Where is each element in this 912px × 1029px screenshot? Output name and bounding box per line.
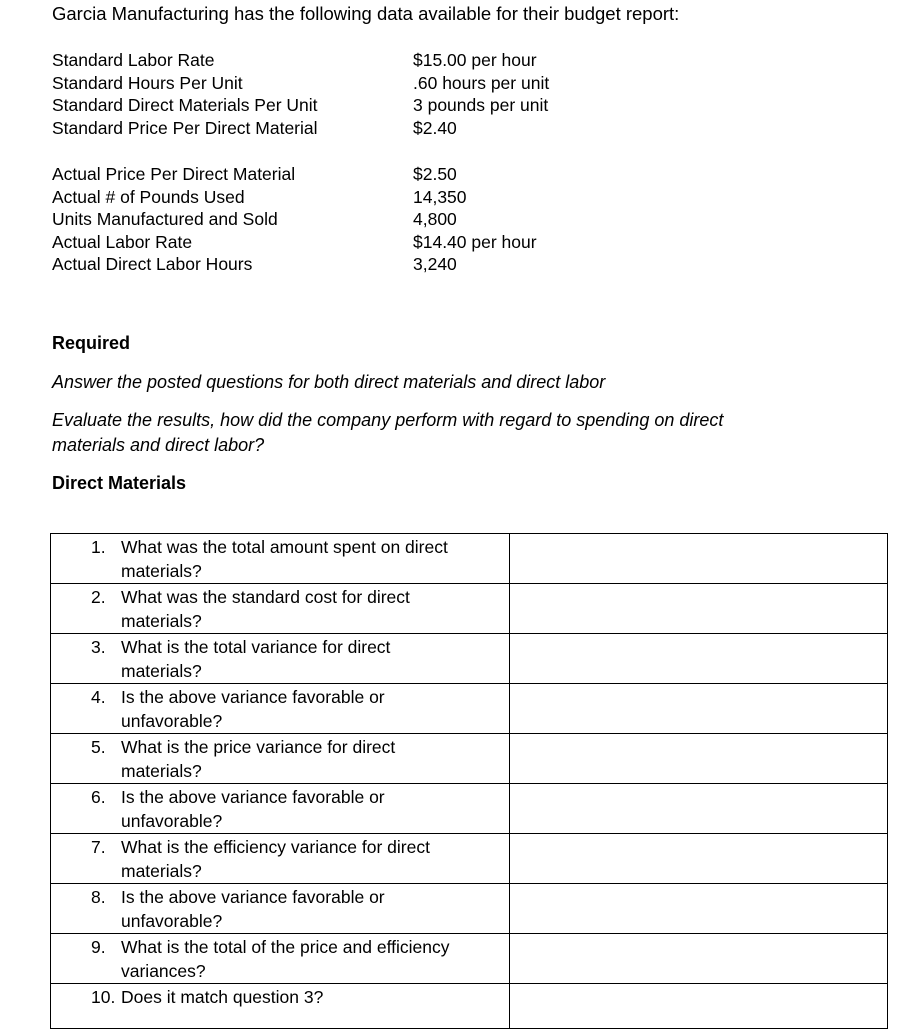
question-text-line: materials? — [121, 760, 202, 781]
question-cell — [51, 534, 510, 584]
question-cell — [51, 984, 510, 1029]
question-cell — [51, 634, 510, 684]
standard-label: Standard Labor Rate — [52, 50, 215, 70]
question-text-line: materials? — [121, 860, 202, 881]
question-item — [51, 884, 509, 933]
questions-table — [50, 533, 888, 1029]
standard-label: Standard Direct Materials Per Unit — [52, 95, 318, 116]
question-row — [51, 984, 888, 1029]
question-text-line: materials? — [121, 560, 202, 581]
instruction-evaluate — [52, 408, 723, 457]
question-cell — [51, 834, 510, 884]
question-number: 1. — [91, 537, 106, 557]
question-text-line: unfavorable? — [121, 710, 223, 731]
actual-value: 14,350 — [413, 186, 467, 207]
actual-label: Actual Direct Labor Hours — [52, 254, 253, 275]
instruction-answer-questions: Answer the posted questions for both direct materials and direct labor — [52, 372, 606, 392]
actuals-labels — [52, 163, 295, 276]
intro-text: Garcia Manufacturing has the following data available for their budget report: — [52, 3, 680, 24]
question-text-line: unfavorable? — [121, 810, 223, 831]
question-text-line: materials? — [121, 660, 202, 681]
question-item — [51, 634, 509, 683]
actuals-values — [413, 163, 537, 276]
question-number: 8. — [91, 887, 106, 907]
question-text-line: What was the total amount spent on direct — [121, 537, 448, 557]
question-text — [121, 886, 509, 933]
question-cell — [51, 884, 510, 934]
question-row — [51, 684, 888, 734]
answer-cell[interactable] — [509, 634, 887, 684]
question-text — [121, 786, 509, 833]
actual-label: Actual Labor Rate — [52, 231, 193, 252]
question-item — [51, 534, 509, 583]
question-number: 9. — [91, 937, 106, 957]
question-number: 3. — [91, 637, 106, 657]
question-row — [51, 584, 888, 634]
question-text — [121, 836, 509, 883]
question-item — [51, 584, 509, 633]
actual-label: Actual Price Per Direct Material — [52, 164, 296, 184]
instruction-evaluate-line: materials and direct labor? — [52, 434, 265, 455]
question-row — [51, 884, 888, 934]
question-row — [51, 784, 888, 834]
question-number: 5. — [91, 737, 106, 757]
question-item — [51, 734, 509, 783]
question-text-line: Is the above variance favorable or — [121, 787, 385, 807]
question-text-line: unfavorable? — [121, 910, 223, 931]
answer-cell[interactable] — [509, 884, 887, 934]
question-number: 2. — [91, 587, 106, 607]
answer-cell[interactable] — [509, 784, 887, 834]
required-heading: Required — [52, 333, 131, 353]
standard-value: 3 pounds per unit — [413, 95, 549, 116]
standard-label: Standard Hours Per Unit — [52, 72, 243, 93]
question-row — [51, 834, 888, 884]
actual-value: 3,240 — [413, 254, 457, 275]
standard-label: Standard Price Per Direct Material — [52, 117, 318, 138]
question-item — [51, 784, 509, 833]
question-text — [121, 736, 509, 783]
answer-cell[interactable] — [509, 684, 887, 734]
question-row — [51, 934, 888, 984]
question-cell — [51, 734, 510, 784]
question-text — [121, 936, 509, 983]
question-text-line: What is the total variance for direct — [121, 637, 391, 657]
standards-values — [413, 49, 549, 139]
actual-value: $14.40 per hour — [413, 231, 537, 252]
question-text — [121, 536, 509, 583]
question-row — [51, 634, 888, 684]
question-number: 10. — [91, 987, 116, 1007]
question-number: 7. — [91, 837, 106, 857]
question-item — [51, 934, 509, 983]
question-text — [121, 686, 509, 733]
question-item — [51, 834, 509, 883]
question-cell — [51, 684, 510, 734]
answer-cell[interactable] — [509, 984, 887, 1029]
standards-labels — [52, 49, 318, 139]
answer-cell[interactable] — [509, 584, 887, 634]
standard-value: $2.40 — [413, 117, 457, 138]
question-row — [51, 534, 888, 584]
question-text-line: What is the efficiency variance for direct — [121, 837, 430, 857]
answer-cell[interactable] — [509, 834, 887, 884]
actual-label: Actual # of Pounds Used — [52, 186, 245, 207]
question-text — [121, 636, 509, 683]
question-text — [121, 986, 509, 1010]
question-cell — [51, 934, 510, 984]
question-text-line: Is the above variance favorable or — [121, 887, 385, 907]
question-text — [121, 586, 509, 633]
actual-value: $2.50 — [413, 164, 457, 184]
question-item — [51, 684, 509, 733]
question-number: 4. — [91, 687, 106, 707]
actual-label: Units Manufactured and Sold — [52, 209, 278, 230]
answer-cell[interactable] — [509, 934, 887, 984]
question-number: 6. — [91, 787, 106, 807]
standard-value: $15.00 per hour — [413, 50, 537, 70]
section-heading-direct-materials: Direct Materials — [52, 473, 187, 493]
instruction-evaluate-line: Evaluate the results, how did the company perform with regard to spending on direct — [52, 410, 724, 430]
actual-value: 4,800 — [413, 209, 457, 230]
question-text-line: materials? — [121, 610, 202, 631]
standard-value: .60 hours per unit — [413, 72, 550, 93]
question-text-line: What was the standard cost for direct — [121, 587, 410, 607]
question-text-line: Is the above variance favorable or — [121, 687, 385, 707]
question-text-line: What is the total of the price and efficiency — [121, 937, 450, 957]
answer-cell[interactable] — [509, 534, 887, 584]
question-row — [51, 734, 888, 784]
question-text-line: Does it match question 3? — [121, 987, 324, 1007]
question-text-line: What is the price variance for direct — [121, 737, 396, 757]
answer-cell[interactable] — [509, 734, 887, 784]
question-cell — [51, 784, 510, 834]
question-item — [51, 984, 509, 1010]
question-cell — [51, 584, 510, 634]
question-text-line: variances? — [121, 960, 206, 981]
